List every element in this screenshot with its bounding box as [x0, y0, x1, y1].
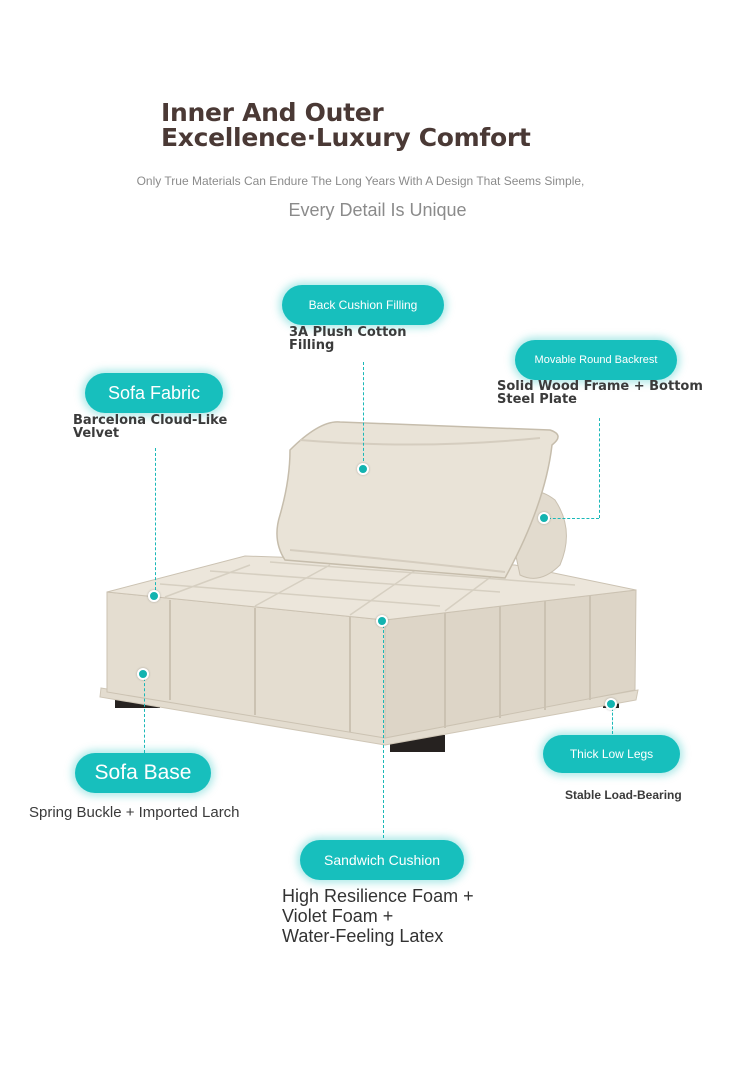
base-pill: Sofa Base — [75, 753, 211, 793]
back-cushion-pill: Back Cushion Filling — [282, 285, 444, 325]
connector-back-cushion — [363, 362, 364, 466]
fabric-desc — [73, 414, 227, 440]
sandwich-pill: Sandwich Cushion — [300, 840, 464, 880]
hotspot-sandwich[interactable] — [376, 615, 388, 627]
title-line-2: Excellence·Luxury Comfort — [161, 123, 531, 152]
fabric-desc-line-1: Barcelona Cloud-Like — [73, 413, 228, 428]
hotspot-base[interactable] — [137, 668, 149, 680]
sandwich-desc-line-3: Water-Feeling Latex — [282, 926, 444, 946]
back-cushion-desc-line-1: 3A Plush Cotton — [289, 325, 407, 340]
backrest-pill: Movable Round Backrest — [515, 340, 677, 380]
fabric-pill: Sofa Fabric — [85, 373, 223, 413]
connector-backrest-vertical — [599, 418, 600, 518]
connector-legs — [612, 708, 613, 734]
subtitle-emphasis: Every Detail Is Unique — [288, 200, 467, 220]
legs-pill: Thick Low Legs — [543, 735, 680, 773]
fabric-desc-line-2: Velvet — [73, 426, 120, 441]
connector-base — [144, 678, 145, 753]
hotspot-fabric[interactable] — [148, 590, 160, 602]
hotspot-back-cushion[interactable] — [357, 463, 369, 475]
connector-backrest-horizontal — [548, 518, 599, 519]
title-line-1: Inner And Outer — [161, 98, 384, 127]
connector-fabric — [155, 448, 156, 595]
sandwich-desc-line-1: High Resilience Foam + — [282, 886, 474, 906]
connector-sandwich — [383, 625, 384, 838]
base-desc: Spring Buckle + Imported Larch — [29, 804, 240, 821]
back-cushion-desc — [289, 326, 406, 352]
backrest-desc-line-2: Steel Plate — [497, 392, 577, 407]
hotspot-legs[interactable] — [605, 698, 617, 710]
subtitle: Only True Materials Can Endure The Long Years With A Design That Seems Simple, — [136, 174, 585, 188]
backrest-desc — [497, 380, 703, 406]
back-cushion-desc-line-2: Filling — [289, 338, 335, 353]
sandwich-desc — [282, 886, 474, 946]
legs-desc: Stable Load-Bearing — [565, 788, 682, 802]
hotspot-backrest[interactable] — [538, 512, 550, 524]
sandwich-desc-line-2: Violet Foam + — [282, 906, 394, 926]
backrest-desc-line-1: Solid Wood Frame + Bottom — [497, 379, 703, 394]
